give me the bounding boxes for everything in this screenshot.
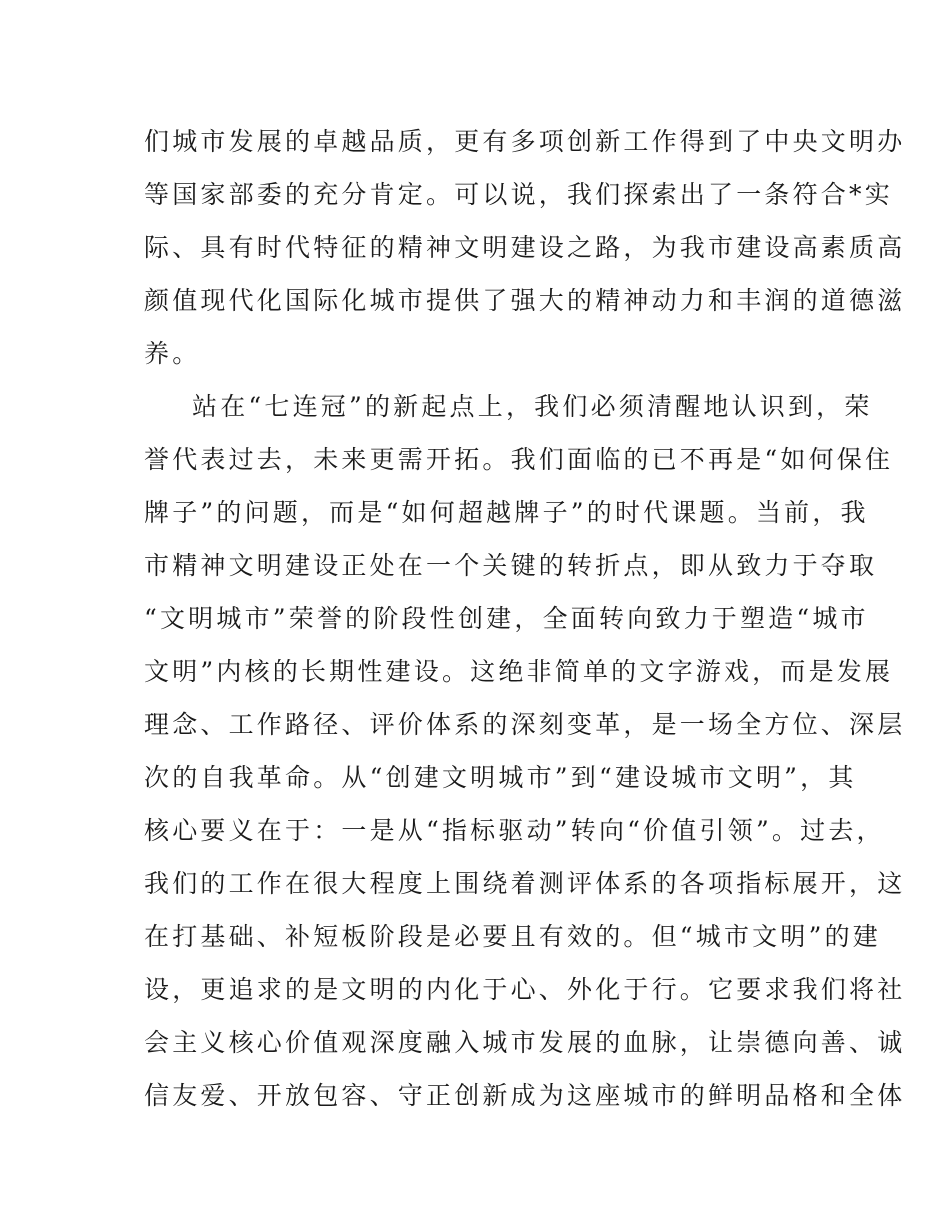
paragraph-line: 等国家部委的充分肯定。可以说，我们探索出了一条符合*实 <box>144 180 893 209</box>
paragraph-line: 际、具有时代特征的精神文明建设之路，为我市建设高素质高 <box>144 233 906 262</box>
paragraph-line: 理念、工作路径、评价体系的深刻变革，是一场全方位、深层 <box>144 710 906 739</box>
paragraph-line: “文明城市”荣誉的阶段性创建，全面转向致力于塑造“城市 <box>144 604 869 633</box>
paragraph-line: 誉代表过去，未来更需开拓。我们面临的已不再是“如何保住 <box>144 445 894 474</box>
paragraph-line: 在打基础、补短板阶段是必要且有效的。但“城市文明”的建 <box>144 922 881 951</box>
paragraph-line: 文明”内核的长期性建设。这绝非简单的文字游戏，而是发展 <box>144 657 894 686</box>
paragraph-line: 养。 <box>144 339 201 368</box>
paragraph-line: 核心要义在于：一是从“指标驱动”转向“价值引领”。过去， <box>144 816 885 845</box>
paragraph-line: 会主义核心价值观深度融入城市发展的血脉，让崇德向善、诚 <box>144 1028 906 1057</box>
paragraph-line: 牌子”的问题，而是“如何超越牌子”的时代课题。当前，我 <box>144 498 869 527</box>
paragraph-line: 市精神文明建设正处在一个关键的转折点，即从致力于夺取 <box>144 551 878 580</box>
paragraph-line: 信友爱、开放包容、守正创新成为这座城市的鲜明品格和全体 <box>144 1081 906 1110</box>
paragraph-line: 颜值现代化国际化城市提供了强大的精神动力和丰润的道德滋 <box>144 286 906 315</box>
paragraph-line: 设，更追求的是文明的内化于心、外化于行。它要求我们将社 <box>144 975 906 1004</box>
paragraph-line: 次的自我革命。从“创建文明城市”到“建设城市文明”，其 <box>144 763 857 792</box>
paragraph-line: 站在“七连冠”的新起点上，我们必须清醒地认识到，荣 <box>192 392 873 421</box>
paragraph-line: 们城市发展的卓越品质，更有多项创新工作得到了中央文明办 <box>144 127 906 156</box>
paragraph-line: 我们的工作在很大程度上围绕着测评体系的各项指标展开，这 <box>144 869 906 898</box>
